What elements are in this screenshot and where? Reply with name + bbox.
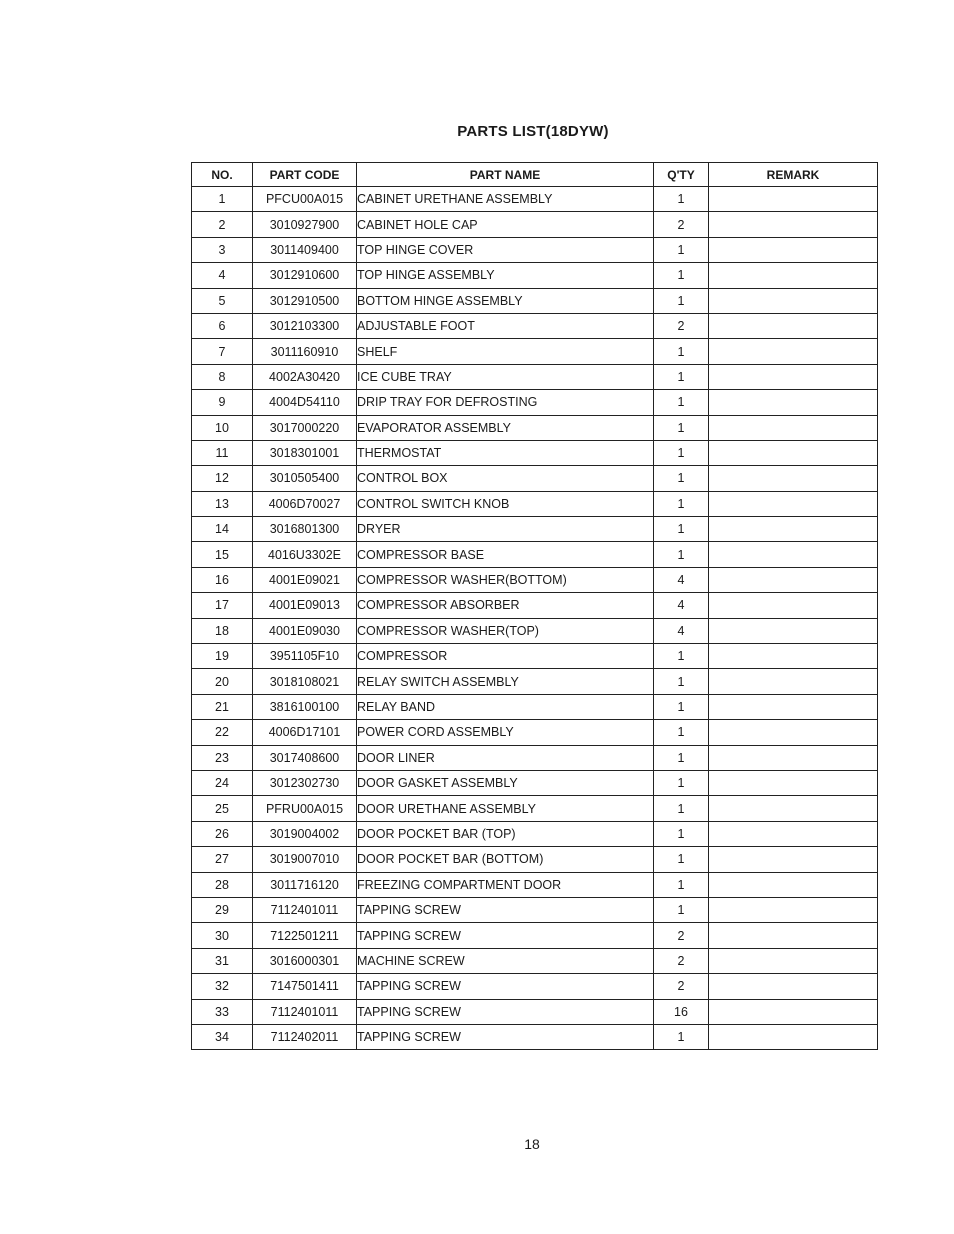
part-name-cell: COMPRESSOR ABSORBER bbox=[357, 593, 654, 618]
part-name-cell: DOOR POCKET BAR (TOP) bbox=[357, 821, 654, 846]
table-row bbox=[192, 948, 878, 973]
part-number-cell: 29 bbox=[192, 897, 253, 922]
part-code-cell: 3016801300 bbox=[253, 517, 357, 542]
table-row bbox=[192, 745, 878, 770]
quantity-cell: 1 bbox=[654, 339, 709, 364]
table-row bbox=[192, 821, 878, 846]
part-number-cell: 28 bbox=[192, 872, 253, 897]
table-row bbox=[192, 466, 878, 491]
table-row bbox=[192, 923, 878, 948]
quantity-cell: 1 bbox=[654, 237, 709, 262]
part-number-cell: 2 bbox=[192, 212, 253, 237]
part-code-cell: 3016000301 bbox=[253, 948, 357, 973]
remark-cell bbox=[709, 948, 878, 973]
part-number-cell: 17 bbox=[192, 593, 253, 618]
quantity-cell: 1 bbox=[654, 770, 709, 795]
part-name-cell: TOP HINGE ASSEMBLY bbox=[357, 263, 654, 288]
quantity-cell: 1 bbox=[654, 390, 709, 415]
part-name-cell: FREEZING COMPARTMENT DOOR bbox=[357, 872, 654, 897]
quantity-cell: 1 bbox=[654, 263, 709, 288]
remark-cell bbox=[709, 745, 878, 770]
remark-cell bbox=[709, 364, 878, 389]
remark-cell bbox=[709, 187, 878, 212]
part-code-cell: 3010505400 bbox=[253, 466, 357, 491]
quantity-cell: 1 bbox=[654, 517, 709, 542]
remark-cell bbox=[709, 593, 878, 618]
part-number-cell: 23 bbox=[192, 745, 253, 770]
quantity-cell: 1 bbox=[654, 542, 709, 567]
part-code-cell: 7112401011 bbox=[253, 999, 357, 1024]
part-name-cell: DOOR LINER bbox=[357, 745, 654, 770]
table-row bbox=[192, 415, 878, 440]
part-name-cell: BOTTOM HINGE ASSEMBLY bbox=[357, 288, 654, 313]
part-number-cell: 15 bbox=[192, 542, 253, 567]
quantity-cell: 1 bbox=[654, 187, 709, 212]
part-name-cell: COMPRESSOR WASHER(TOP) bbox=[357, 618, 654, 643]
part-name-cell: CONTROL BOX bbox=[357, 466, 654, 491]
remark-cell bbox=[709, 796, 878, 821]
table-row bbox=[192, 263, 878, 288]
part-code-cell: 4001E09013 bbox=[253, 593, 357, 618]
part-number-cell: 26 bbox=[192, 821, 253, 846]
part-number-cell: 30 bbox=[192, 923, 253, 948]
part-name-cell: ADJUSTABLE FOOT bbox=[357, 313, 654, 338]
part-name-cell: COMPRESSOR WASHER(BOTTOM) bbox=[357, 567, 654, 592]
part-number-cell: 24 bbox=[192, 770, 253, 795]
remark-cell bbox=[709, 212, 878, 237]
remark-cell bbox=[709, 974, 878, 999]
part-number-cell: 20 bbox=[192, 669, 253, 694]
quantity-cell: 1 bbox=[654, 669, 709, 694]
remark-cell bbox=[709, 237, 878, 262]
quantity-cell: 1 bbox=[654, 745, 709, 770]
part-code-cell: 3011716120 bbox=[253, 872, 357, 897]
table-row bbox=[192, 974, 878, 999]
part-code-cell: 7112401011 bbox=[253, 897, 357, 922]
table-row bbox=[192, 847, 878, 872]
remark-cell bbox=[709, 821, 878, 846]
part-code-cell: 3011409400 bbox=[253, 237, 357, 262]
table-row bbox=[192, 364, 878, 389]
part-name-cell: CABINET HOLE CAP bbox=[357, 212, 654, 237]
part-number-cell: 3 bbox=[192, 237, 253, 262]
part-code-cell: 4004D54110 bbox=[253, 390, 357, 415]
part-code-cell: 3012910500 bbox=[253, 288, 357, 313]
part-code-cell: 3017408600 bbox=[253, 745, 357, 770]
part-number-cell: 27 bbox=[192, 847, 253, 872]
part-code-cell: 3012302730 bbox=[253, 770, 357, 795]
quantity-cell: 4 bbox=[654, 618, 709, 643]
quantity-cell: 4 bbox=[654, 567, 709, 592]
part-number-cell: 11 bbox=[192, 440, 253, 465]
column-header-qty: Q'TY bbox=[654, 163, 709, 187]
table-row bbox=[192, 593, 878, 618]
table-row bbox=[192, 567, 878, 592]
part-code-cell: 3816100100 bbox=[253, 694, 357, 719]
table-row bbox=[192, 694, 878, 719]
parts-list-table bbox=[191, 162, 878, 1050]
quantity-cell: 1 bbox=[654, 288, 709, 313]
part-name-cell: TAPPING SCREW bbox=[357, 1024, 654, 1049]
part-number-cell: 34 bbox=[192, 1024, 253, 1049]
quantity-cell: 16 bbox=[654, 999, 709, 1024]
table-row bbox=[192, 390, 878, 415]
remark-cell bbox=[709, 770, 878, 795]
quantity-cell: 4 bbox=[654, 593, 709, 618]
table-row bbox=[192, 770, 878, 795]
remark-cell bbox=[709, 517, 878, 542]
part-name-cell: COMPRESSOR bbox=[357, 644, 654, 669]
part-name-cell: ICE CUBE TRAY bbox=[357, 364, 654, 389]
quantity-cell: 1 bbox=[654, 694, 709, 719]
quantity-cell: 1 bbox=[654, 491, 709, 516]
part-code-cell: 3018301001 bbox=[253, 440, 357, 465]
part-code-cell: 3951105F10 bbox=[253, 644, 357, 669]
part-number-cell: 16 bbox=[192, 567, 253, 592]
part-code-cell: 3011160910 bbox=[253, 339, 357, 364]
part-number-cell: 13 bbox=[192, 491, 253, 516]
part-number-cell: 21 bbox=[192, 694, 253, 719]
quantity-cell: 1 bbox=[654, 644, 709, 669]
table-row bbox=[192, 212, 878, 237]
table-row bbox=[192, 796, 878, 821]
part-code-cell: 7112402011 bbox=[253, 1024, 357, 1049]
part-number-cell: 12 bbox=[192, 466, 253, 491]
remark-cell bbox=[709, 694, 878, 719]
part-code-cell: 3012103300 bbox=[253, 313, 357, 338]
table-header-row bbox=[192, 163, 878, 187]
part-code-cell: 4006D70027 bbox=[253, 491, 357, 516]
quantity-cell: 1 bbox=[654, 1024, 709, 1049]
remark-cell bbox=[709, 390, 878, 415]
part-code-cell: 7122501211 bbox=[253, 923, 357, 948]
part-name-cell: RELAY BAND bbox=[357, 694, 654, 719]
part-number-cell: 4 bbox=[192, 263, 253, 288]
column-header-remark: REMARK bbox=[709, 163, 878, 187]
part-number-cell: 7 bbox=[192, 339, 253, 364]
table-row bbox=[192, 440, 878, 465]
part-code-cell: 3019007010 bbox=[253, 847, 357, 872]
table-row bbox=[192, 897, 878, 922]
part-name-cell: DOOR URETHANE ASSEMBLY bbox=[357, 796, 654, 821]
table-row bbox=[192, 872, 878, 897]
part-name-cell: TAPPING SCREW bbox=[357, 974, 654, 999]
remark-cell bbox=[709, 567, 878, 592]
part-code-cell: 4016U3302E bbox=[253, 542, 357, 567]
part-code-cell: 3018108021 bbox=[253, 669, 357, 694]
remark-cell bbox=[709, 923, 878, 948]
column-header-part-code: PART CODE bbox=[253, 163, 357, 187]
remark-cell bbox=[709, 669, 878, 694]
remark-cell bbox=[709, 466, 878, 491]
part-code-cell: PFCU00A015 bbox=[253, 187, 357, 212]
table-row bbox=[192, 517, 878, 542]
part-name-cell: DOOR GASKET ASSEMBLY bbox=[357, 770, 654, 795]
part-name-cell: EVAPORATOR ASSEMBLY bbox=[357, 415, 654, 440]
part-number-cell: 10 bbox=[192, 415, 253, 440]
part-code-cell: 3017000220 bbox=[253, 415, 357, 440]
quantity-cell: 2 bbox=[654, 923, 709, 948]
quantity-cell: 1 bbox=[654, 364, 709, 389]
part-number-cell: 1 bbox=[192, 187, 253, 212]
part-name-cell: COMPRESSOR BASE bbox=[357, 542, 654, 567]
parts-list-body bbox=[192, 187, 878, 1050]
part-name-cell: POWER CORD ASSEMBLY bbox=[357, 720, 654, 745]
quantity-cell: 1 bbox=[654, 796, 709, 821]
remark-cell bbox=[709, 999, 878, 1024]
part-code-cell: PFRU00A015 bbox=[253, 796, 357, 821]
part-name-cell: TOP HINGE COVER bbox=[357, 237, 654, 262]
part-name-cell: SHELF bbox=[357, 339, 654, 364]
part-number-cell: 19 bbox=[192, 644, 253, 669]
table-row bbox=[192, 720, 878, 745]
table-row bbox=[192, 187, 878, 212]
page-title: PARTS LIST(18DYW) bbox=[457, 123, 609, 140]
remark-cell bbox=[709, 313, 878, 338]
part-code-cell: 4002A30420 bbox=[253, 364, 357, 389]
part-name-cell: RELAY SWITCH ASSEMBLY bbox=[357, 669, 654, 694]
part-name-cell: DOOR POCKET BAR (BOTTOM) bbox=[357, 847, 654, 872]
table-row bbox=[192, 999, 878, 1024]
quantity-cell: 1 bbox=[654, 415, 709, 440]
part-number-cell: 18 bbox=[192, 618, 253, 643]
remark-cell bbox=[709, 440, 878, 465]
quantity-cell: 1 bbox=[654, 440, 709, 465]
part-number-cell: 6 bbox=[192, 313, 253, 338]
part-number-cell: 32 bbox=[192, 974, 253, 999]
part-number-cell: 5 bbox=[192, 288, 253, 313]
table-row bbox=[192, 618, 878, 643]
table-row bbox=[192, 1024, 878, 1049]
remark-cell bbox=[709, 1024, 878, 1049]
quantity-cell: 1 bbox=[654, 720, 709, 745]
part-name-cell: MACHINE SCREW bbox=[357, 948, 654, 973]
part-code-cell: 4006D17101 bbox=[253, 720, 357, 745]
quantity-cell: 1 bbox=[654, 821, 709, 846]
remark-cell bbox=[709, 847, 878, 872]
part-number-cell: 14 bbox=[192, 517, 253, 542]
remark-cell bbox=[709, 872, 878, 897]
remark-cell bbox=[709, 263, 878, 288]
table-row bbox=[192, 339, 878, 364]
remark-cell bbox=[709, 644, 878, 669]
part-name-cell: TAPPING SCREW bbox=[357, 999, 654, 1024]
table-row bbox=[192, 313, 878, 338]
part-code-cell: 3012910600 bbox=[253, 263, 357, 288]
part-name-cell: THERMOSTAT bbox=[357, 440, 654, 465]
quantity-cell: 1 bbox=[654, 872, 709, 897]
part-name-cell: TAPPING SCREW bbox=[357, 923, 654, 948]
part-name-cell: TAPPING SCREW bbox=[357, 897, 654, 922]
quantity-cell: 1 bbox=[654, 466, 709, 491]
part-name-cell: CONTROL SWITCH KNOB bbox=[357, 491, 654, 516]
table-row bbox=[192, 237, 878, 262]
part-number-cell: 9 bbox=[192, 390, 253, 415]
part-code-cell: 4001E09021 bbox=[253, 567, 357, 592]
remark-cell bbox=[709, 897, 878, 922]
remark-cell bbox=[709, 542, 878, 567]
part-code-cell: 7147501411 bbox=[253, 974, 357, 999]
table-row bbox=[192, 288, 878, 313]
part-number-cell: 22 bbox=[192, 720, 253, 745]
table-row bbox=[192, 669, 878, 694]
quantity-cell: 1 bbox=[654, 847, 709, 872]
remark-cell bbox=[709, 288, 878, 313]
part-code-cell: 3010927900 bbox=[253, 212, 357, 237]
table-row bbox=[192, 644, 878, 669]
quantity-cell: 2 bbox=[654, 212, 709, 237]
remark-cell bbox=[709, 720, 878, 745]
remark-cell bbox=[709, 339, 878, 364]
part-number-cell: 31 bbox=[192, 948, 253, 973]
column-header-part-name: PART NAME bbox=[357, 163, 654, 187]
part-name-cell: DRIP TRAY FOR DEFROSTING bbox=[357, 390, 654, 415]
part-code-cell: 4001E09030 bbox=[253, 618, 357, 643]
quantity-cell: 1 bbox=[654, 897, 709, 922]
part-number-cell: 25 bbox=[192, 796, 253, 821]
part-number-cell: 33 bbox=[192, 999, 253, 1024]
quantity-cell: 2 bbox=[654, 313, 709, 338]
quantity-cell: 2 bbox=[654, 948, 709, 973]
part-number-cell: 8 bbox=[192, 364, 253, 389]
part-name-cell: DRYER bbox=[357, 517, 654, 542]
remark-cell bbox=[709, 491, 878, 516]
remark-cell bbox=[709, 415, 878, 440]
part-code-cell: 3019004002 bbox=[253, 821, 357, 846]
quantity-cell: 2 bbox=[654, 974, 709, 999]
table-row bbox=[192, 542, 878, 567]
page-number: 18 bbox=[524, 1136, 540, 1152]
table-row bbox=[192, 491, 878, 516]
part-name-cell: CABINET URETHANE ASSEMBLY bbox=[357, 187, 654, 212]
remark-cell bbox=[709, 618, 878, 643]
column-header-no: NO. bbox=[192, 163, 253, 187]
